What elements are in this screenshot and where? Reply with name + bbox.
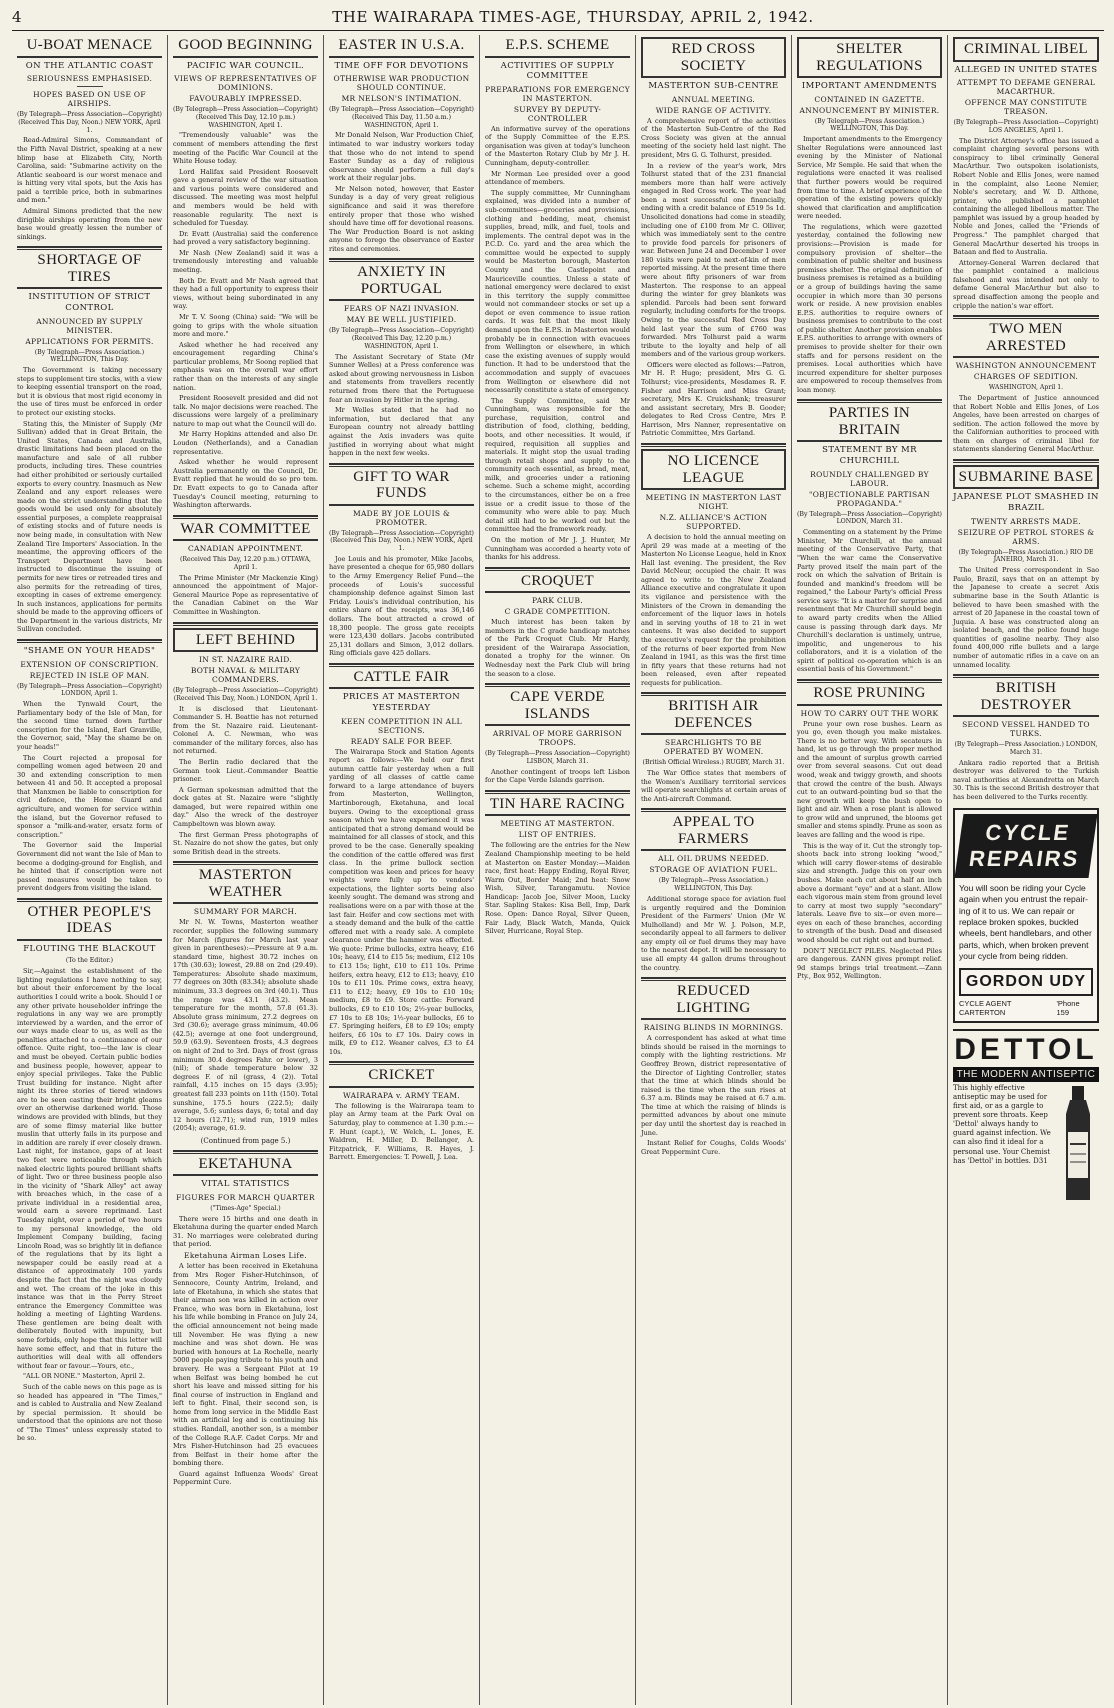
article-paragraph: Much interest has been taken by members in the C grade handicap matches of the Park Croquet Club. Mr Hardy, president of the Wairarapa Association, donated a trophy for the winner. On Wednesday next the Park Club will bring the season to a close. [485,618,630,678]
article-paragraph: There were 15 births and one death in Eketahuna during the quarter ended March 31. No marriages were celebrated during that period. [173,1214,318,1249]
subheadline: FLOUTING THE BLACKOUT [23,943,156,954]
article-paragraph: Read-Admiral Simons, Commandant of the Fifth Naval District, speaking at a new blimp base at Elizabeth City, North Carolina, said: "Submarine activity on the Atlantic seaboard is our worst menace and is hitting very vital spots, but the Axis has paid a terrible price, both in submarines and men." [17,136,162,205]
article-paragraph: The regulations, which were gazetted yesterday, contained the following new provisions:—Provision is made for compulsory provision of shelter—the combination of public shelter and business premises shelter. The original definition of business premises is retained as a building or a group of buildings having the same occupier in which more than 30 persons work or reside. A new provision enables E.P.S. authorities to require owners of business premises to contribute to the cost of public shelter. Another provision enables E.P.S. authorities to arrange with owners of premises to provide shelter for their own staffs and for persons resident on the premises. Local authorities which have incurred expenditure for shelter purposes are empowered to recoup themselves from loan money. [797,222,942,394]
article-paragraph: In a review of the year's work, Mrs Tolhurst stated that of the 231 financial members more than half were actively engaged in Red Cross work. The year had been a most successful one financially, ending with a credit balance of £519 5s 1d. Unsolicited donations had come in steadily, including one of £100 from Mr C. Olliver, which was immediately sent to the centre to provide food parcels for prisoners of war. Between June 24 and December 1 over 180 visits were paid to next-of-kin of men reported missing. At the present time there were about fifty prisoners of war from Masterton. The response to an appeal during the winter for grey blankets was splendid. Parcels had been sent forward regularly, including comforts for the troops. Owing to the successful Red Cross Day held last year the sum of £760 was forwarded. Mrs Tolhurst paid a warm tribute to the loyalty and help of all members and of the various group workers. [641,161,786,359]
article-paragraph: Commenting on a statement by the Prime Minister, Mr Churchill, at the annual meeting of the Conservative Party, that "When the war came the Conservative Party proved itself the main part of the rock on which the salvation of Britain is founded and mankind's freedom will be regained," the Labour Party's official Press service says: "It is a matter for surprise and resentment that Mr Churchill should begin to award party credits when the Allied cause is passing through dark days. Mr Churchill's declaration is untimely, untrue, impolitic, and ungenerous to his collaborators, and it is a violation of the spirit of political co-operation which is an essential basis of his Government." [797,528,942,674]
article-headline: "SHAME ON YOUR HEADS" [23,645,156,656]
subheadline: REJECTED IN ISLE OF MAN. [29,670,150,680]
subheadline: C GRADE COMPETITION. [504,607,611,617]
editorial-note: Such of the cable news on this page as is so headed has appeared in "The Times," and is cabled to Australia and New Zealand by special permission. It should be understood that the opinions are not those of "The Times" unless expressly stated to be so. [17,1382,162,1443]
article-paragraph: Asked whether he had received any encouragement regarding China's particular problems, Mr Soong replied that emphasis was on the overall war effort rather than on the interests of any single nation. [173,340,318,392]
subheadline: ON THE ATLANTIC COAST [25,60,154,71]
article-paragraph: The District Attorney's office has issued a complaint charging several persons with conspiracy to libel criminally General MacArthur. Two outspoken isolationists, Robert Noble and Ellis Jones, were named in the complaint, also Leone Nemier, Noble's secretary, and W. D. Althone, printer, who published a pamphlet containing the alleged libellous matter. The pamphlet was issued by a group headed by Noble and Jones, called the "Friends of Progress." The pamphlet charged that General MacArthur deserted his troops in Bataan and fled to Australia. [953,136,1099,257]
masthead [12,4,1104,31]
article-headline: EASTER IN U.S.A. [329,37,474,58]
advert-line: Guard against Influenza Woods' Great Peppermint Cure. [173,1469,318,1487]
dettol-advert [953,1029,1099,1204]
subheadline: SERIOUSNESS EMPHASISED. [26,74,153,84]
subheadline: "OBJECTIONABLE PARTISAN PROPAGANDA." [808,489,931,508]
subheadline: HOW TO CARRY OUT THE WORK [800,708,939,718]
byline: (By Telegraph—Press Association—Copyright) (Received This Day, Noon.) NEW YORK, April 1. [17,111,162,134]
subheadline: APPLICATIONS FOR PERMITS. [25,336,154,346]
subheadline: TIME OFF FOR DEVOTIONS [334,60,469,71]
subheadline: N.Z. ALLIANCE'S ACTION SUPPORTED. [659,513,768,532]
article-headline: SHORTAGE OF TIRES [17,252,162,289]
byline: (By Telegraph—Press Association.) WELLINGTON, This Day. [34,348,145,364]
article-headline: LEFT BEHIND [173,628,318,653]
article-paragraph: A decision to hold the annual meeting on April 29 was made at a meeting of the Masterton No License League, held in Knox Hall last evening. The president, the Rev David McNeur, occupied the chair. It was agreed to write to the New Zealand Alliance executive and congratulate it upon its vigilance and persistence with the Ministers of the Crown in demanding the enforcement of the liquor laws in hotels and in serving youths of 18 to 21 in wet canteens. It was also decided to support the executive's request for the prohibition of the returns of beer exported from New Zealand in 1941, as this was the first time in fifty years that these returns had not been released, even after repeated requests for publication. [641,533,786,687]
subheadline: SEARCHLIGHTS TO BE OPERATED BY WOMEN. [663,738,764,757]
article-paragraph: Mr Donald Nelson, War Production Chief, intimated to war industry workers today that those who do not intend to spend Easter Sunday as a day of religious observance should perform a full day's work at their regular jobs. [329,131,474,183]
subheadline: TWENTY ARRESTS MADE. [971,516,1081,526]
subheadline: OTHERWISE WAR PRODUCTION SHOULD CONTINUE. [333,74,470,93]
byline: (By Telegraph—Press Association.) LONDON, March 31. [954,741,1098,756]
article-headline: CAPE VERDE ISLANDS [485,689,630,726]
article-paragraph: "Tremendously valuable" was the comment of members attending the first meeting of the Pacific War Council at the White House today. [173,131,318,166]
column-2 [168,35,324,1705]
byline: (By Telegraph—Press Association.) WELLINGTON, This Day. [814,117,925,133]
article-paragraph: Mr Nelson noted, however, that Easter Sunday is a day of very great religious significance and said it was therefore entirely proper that those who wished should have time off for devotional reasons. The War Production Board is not asking anyone to forego the observance of Easter rites and ceremonies. [329,184,474,253]
article-paragraph: The United Press correspondent in Sao Paulo, Brazil, says that on an attempt by the Japanese to create a secret Axis submarine base in the South Atlantic is believed to have been smashed with the arrest of 20 Japanese in the coastal town of Juquia. A base was constructed along an isolated beach, and the police found huge quantities of gasoline nearby. They also found 400,000 rifle bullets and a large number of automatic rifles in a cave on an unnamed locality. [953,566,1099,669]
subheadline: STATEMENT BY MR CHURCHILL [822,445,917,467]
article-headline: OTHER PEOPLE'S IDEAS [17,904,162,941]
byline: ("Times-Age" Special.) [210,1204,281,1212]
subheadline: MR NELSON'S INTIMATION. [341,94,462,104]
subheadline: MADE BY JOE LOUIS & PROMOTER. [352,508,450,527]
article-headline: BRITISH AIR DEFENCES [641,698,786,735]
article-paragraph: Mr Harry Hopkins attended and also Dr. Loudon (Netherlands), and a Canadian representative. [173,430,318,456]
subheadline: WAIRARAPA v. ARMY TEAM. [342,1090,461,1100]
subheadline: KEEN COMPETITION IN ALL SECTIONS. [341,716,462,735]
article-paragraph: Lord Halifax said President Roosevelt gave a general review of the war situation and various points were considered and discussed. The meeting was most helpful and members would be held with reasonable regularity. The next is scheduled for Tuesday. [173,167,318,228]
article-paragraph: The Assistant Secretary of State (Mr Sumner Welles) at a Press conference was asked about growing nervousness in Lisbon and statements from travellers recently returned from there that the Portuguese fear an invasion by Hitler in the spring. [329,352,474,404]
subheadline: WIDE RANGE OF ACTIVITY. [655,105,772,115]
subheadline: CONTAINED IN GAZETTE. [814,94,925,104]
subheadline: IN ST. NAZAIRE RAID. [199,655,292,665]
byline: (To the Editor.) [65,957,114,965]
subheadline: MASTERTON SUB-CENTRE [648,81,779,91]
article-paragraph: The Governor said the Imperial Government did not want the Isle of Man to become a dodging-ground for English, and he hinted that if conscription were not passed measures would be taken to prevent dodgers from visiting the island. [17,841,162,893]
advertiser-phone: 'Phone 159 [1056,998,1080,1017]
byline: (By Telegraph—Press Association—Copyright) LONDON, April 1. [17,682,162,698]
subheadline: INSTITUTION OF STRICT CONTROL [28,292,151,313]
subheadline: SURVEY BY DEPUTY-CONTROLLER [513,104,602,123]
subheadline: BOTH NAVAL & MILITARY COMMANDERS. [190,666,301,685]
article-paragraph: The Court rejected a proposal for compelling women aged between 20 and 30 and extending conscription to men between 41 and 50. It accepted a proposal that Manxmen be liable to conscription for civil defence, the Home Guard and agriculture, and women for service within the island, but the Governor refused to sponsor a "milk-and-water, ersatz form of conscription." [17,753,162,839]
column-7 [948,35,1104,1705]
article-paragraph: President Roosevelt presided and did not talk. No major decisions were reached. The discussions were largely of a preliminary nature to map out what the Council will do. [173,394,318,428]
column-4 [480,35,636,1705]
column-3 [324,35,480,1705]
article-paragraph: An informative survey of the operations of the Supply Committee of the E.P.S. organisation was given at today's luncheon of the Masterton Rotary Club by Mr J. H. Cunningham, deputy-controller. [485,124,630,168]
subheadline: IMPORTANT AMENDMENTS [801,81,938,91]
subheadline: MAY BE WELL JUSTIFIED. [346,315,457,325]
column-6 [792,35,948,1705]
article-paragraph: A comprehensive report of the activities of the Masterton Sub-Centre of the Red Cross Society was given at the annual meeting of the society held last night. The president, Mrs G. G. Tolhurst, presided. [641,116,786,159]
subheadline: CANADIAN APPOINTMENT. [188,544,303,554]
article-paragraph: Admiral Simons predicted that the new dirigible airships operating from the new base would greatly lessen the number of sinkings. [17,207,162,241]
article-headline: CATTLE FAIR [329,669,474,690]
article-headline: REDUCED LIGHTING [641,983,786,1020]
article-paragraph: The Berlin radio declared that the German took Lieut.-Commander Beattie prisoner. [173,758,318,784]
article-paragraph: When the Tynwald Court, the Parliamentary body of the Isle of Man, for the second time turned down further conscription for the Island, Earl Granville, the Governor, said, "May the shame be on your heads!" [17,700,162,751]
article-paragraph: It is disclosed that Lieutenant-Commander S. H. Beattie has not returned from the St. Nazaire raid. Lieutenant-Colonel A. C. Newman, who was commander of the military forces, also has not returned. [173,704,318,756]
article-headline: WAR COMMITTEE [173,521,318,542]
byline: (By Telegraph—Press Association—Copyright) (Received This Day, 12.20 p.m.) WASHINGTON, April 1. [329,327,474,350]
advert-line: DON'T NEGLECT PILES. Neglected Piles are dangerous. ZANN gives prompt relief. 9d stamps brings trial treatment.—Zann Pty., Box 952, Wellington. [797,946,942,981]
article-headline: GIFT TO WAR FUNDS [329,469,474,506]
article-paragraph: Joe Louis and his promoter, Mike Jacobs, have presented a cheque for 65,980 dollars to the Army Emergency Relief Fund—the proceeds of Louis's successful championship defence against Simon last Friday. Louis's individual contribution, his entire share of the receipts, was 36,146 dollars. The bout attracted a crowd of 18,300 people. The gross gate receipts were 123,430 dollars. Jacobs contributed 25,131 dollars and Simon, 3,012 dollars. Ring officials gave 425 dollars. [329,554,474,658]
article-headline: RED CROSS SOCIETY [641,37,786,78]
article-headline: ROSE PRUNING [797,685,942,706]
byline: (By Telegraph—Press Association—Copyright) LONDON, March 31. [797,510,942,526]
article-headline: BRITISH DESTROYER [953,680,1099,717]
subheadline: ANNOUNCED BY SUPPLY MINISTER. [36,316,143,335]
subheadline: ANNOUNCEMENT BY MINISTER. [799,105,940,115]
byline: (By Telegraph—Press Association—Copyright) (Received This Day, Noon.) LONDON, April 1. [173,687,318,702]
letter-signature: "ALL OR NONE." Masterton, April 2. [23,1372,145,1381]
advert-banner: CYCLE REPAIRS [955,814,1098,878]
article-headline: MASTERTON WEATHER [173,867,318,904]
byline: (British Official Wireless.) RUGBY, March 31. [642,759,785,767]
subheadline: OFFENCE MAY CONSTITUTE TREASON. [964,98,1088,117]
article-headline: U-BOAT MENACE [17,37,162,58]
subheadline: ANNUAL MEETING. [671,94,756,104]
article-paragraph: A German spokesman admitted that the dock gates at St. Nazaire were "slightly damaged, but were repaired within one day." Also the wreck of the destroyer Campbeltown was blown away. [173,785,318,829]
byline: (By Telegraph—Press Association—Copyright) LISBON, March 31. [485,750,630,765]
continued-note: (Continued from page 5.) [200,1136,291,1145]
article-paragraph: Important amendments to the Emergency Shelter Regulations were announced last evening by the Minister of National Service, Mr Semple. He said that when the regulations were enacted it was realised that further powers would be required from time to time. A brief experience of the operation of the existing powers quickly showed that clarification and amplification were needed. [797,135,942,221]
article-paragraph: Dr. Evatt (Australia) said the conference had proved a very satisfactory beginning. [173,229,318,247]
article-headline: CRICKET [329,1067,474,1088]
article-paragraph: The Wairarapa Stock and Station Agents report as follows:—We held our first autumn cattle fair yesterday when a full yarding of all classes of cattle came forward to a large attendance of buyers from Masterton, Wellington, Martinborough, Eketahuna, and local buyers. Owing to the exceptional grass season which we have experienced it was anticipated that a strong demand would be maintained for all classes of stock, and this proved to be the case. Generally speaking the condition of the cattle offered was first class. In the prime bullock section competition was keen and prices for heavy weights were fully up to vendors' expectations, the lighter sorts being also keenly sought. The demand was strong and realisations were on a par with those at the last fair. Heifer and cow sections met with a steady demand and the bulk of the cattle offered met with a ready sale. A complete clearance under the hammer was effected. We quote: Prime bullocks, extra heavy, £16 10s; heavy, £14 to £15 5s; medium, £12 10s to £13 15s; light, £10 to £11 10s. Prime heifers, extra heavy, £12 to £13; heavy, £10 10s to £11 10s. Prime cows, extra heavy, £11 to £12; heavy, £9 10s to £10 10s; medium, £8 to £9. Store cattle: Forward bullocks, £9 to £10 10s; 2½-year bullocks, £7 10s to £8 10s; 1½-year bullocks, £6 to £7. Springing heifers, £8 to £9 10s; empty heifers, £6 10s to £7 10s. Dairy cows in milk, £9 to £12. Weaner calves, £3 to £4 10s. [329,747,474,1056]
advert-body [953,1084,1099,1204]
article-paragraph: The Department of Justice announced that Robert Noble and Ellis Jones, of Los Angeles, have been arrested on charges of sedition. The action followed the move by the Californian authorities to proceed with them on charges of criminal libel for statements slandering General MacArthur. [953,393,1099,454]
advert-line: Instant Relief for Coughs, Colds Woods' Great Peppermint Cure. [641,1139,786,1156]
article-headline: PARTIES IN BRITAIN [797,405,942,442]
article-headline: CROQUET [485,573,630,594]
subheadline: PREPARATIONS FOR EMERGENCY IN MASTERTON. [485,84,630,103]
article-paragraph: On the motion of Mr J. J. Hunter, Mr Cunningham was accorded a hearty vote of thanks for his address. [485,535,630,562]
article-paragraph: The War Office states that members of the Women's Auxiliary territorial services will operate searchlights at certain areas of the Anti-aircraft Command. [641,769,786,803]
bottle-icon [1057,1084,1099,1204]
brand-name: DETTOL [954,1032,1098,1066]
subheadline: PARK CLUB. [532,596,583,606]
article-paragraph: Prune your own rose bushes. Learn as you go, even though you make mistakes. There is no better way. With secateurs in hand, let us go through the proper method and the amount of surplus growth carried over from several seasons. Cut out dead wood, weak and twiggy growth, and shoots that crowd the centre of the bush. Always cut to an outward-pointing bud so that the new growth will keep the bush open to light and air. When a rose plant is allowed to grow wild and unpruned, the blooms get smaller and stems spindly. Prune as soon as leaves are falling and the wood is ripe. [797,719,942,840]
subheadline: SUMMARY FOR MARCH. [193,907,298,917]
article-paragraph: Mr Welles stated that he had no information, but declared that any European country not already battling against the Axis invaders was quite justified in worrying about what might happen in the next few weeks. [329,406,474,458]
article-paragraph: This is the way of it. Cut the strongly top-shoots back into strong looking "wood," which will carry flower-stems of desirable size and strength. Judge this on your own bushes. Make each cut about half an inch above a dormant "eye" and at a slant. Allow each vigorous main stem from ground level to carry at most two supply "secondary" laterals. Leave five to six—or even more—eyes on each of these branches, according to strength of the bush. Dead and diseased wood should be cut right out and burned. [797,841,942,944]
subheadline: PACIFIC WAR COUNCIL. [186,60,305,71]
subheadline: ROUNDLY CHALLENGED BY LABOUR. [810,469,929,488]
byline: (By Telegraph—Press Association—Copyright) LOS ANGELES, April 1. [953,119,1099,134]
article-paragraph: Mr Norman Lee presided over a good attendance of members. [485,169,630,187]
subheadline: SEIZURE OF PETROL STORES & ARMS. [957,527,1095,546]
byline: (By Telegraph—Press Association—Copyright) (Received This Day, Noon.) NEW YORK, April 1. [329,529,474,553]
article-headline: APPEAL TO FARMERS [641,814,786,851]
article-paragraph: The first German Press photographs of St. Nazaire do not show the gates, but only some British dead in the streets. [173,830,318,856]
article-paragraph: The Prime Minister (Mr Mackenzie King) announced the appointment of Major-General Maurice Pope as representative of the Canadian Cabinet on the War Committee in Washington. [173,573,318,616]
byline: (By Telegraph—Press Association—Copyright) (Received This Day, 11.50 a.m.) WASHINGTON, April 1. [329,106,474,129]
article-headline: EKETAHUNA [173,1156,318,1177]
subheadline: JAPANESE PLOT SMASHED IN BRAZIL [953,492,1099,514]
advertiser-name: GORDON UDY [959,968,1093,996]
subheadline: FAVOURABLY IMPRESSED. [189,94,302,104]
subheadline: ATTEMPT TO DEFAME GENERAL MACARTHUR. [956,78,1096,97]
article-paragraph: Officers were elected as follows:—Patron, Mr H. P. Hugo; president, Mrs G. G. Tolhurst; vice-presidents, Mesdames R. F. Fisher and Harrison and Miss Grant; secretary, Mrs K. Cruickshank; treasurer and assistant secretary, Mrs B. Gooder; delegates to Red Cross Centre, Mrs P. Harrison, Mrs Nanner, representative on Patriotic Committee, Mrs Garland. [641,360,786,438]
article-paragraph: Asked whether he would represent Australia permanently on the Council, Dr. Evatt replied that he would do so pro tem. Dr. Evatt expects to go to Canada after Tuesday's Council meeting, returning to Washington afterwards. [173,458,318,510]
article-paragraph: The Supply Committee, said Mr Cunningham, was responsible for the purchase, requisition, control and distribution of food, clothing, bedding, boots, and other necessities. It would, if required, requisition all supplies and materials. It might stop the usual trading through retail shops and supply to the community each essential, as bread, meat, milk, and groceries under a rationing scheme. Such a scheme might, according to the circumstances, either be on a free issue or a credit issue to those of the community who were able to pay. Much detail still had to be worked out but the committee had the framework ready. [485,396,630,534]
article-paragraph: Mr Nash (New Zealand) said it was a tremendously interesting and valuable meeting. [173,248,318,275]
advert-text: This highly effective antiseptic may be used for first aid, or as a gargle to prevent sore throats. Keep 'Dettol' always handy to guard against infection. We can also find it ideal for a personal use. Your Chemist has 'Dettol' in bottles. D31 [953,1083,1051,1165]
subheadline: WASHINGTON ANNOUNCEMENT [955,361,1097,371]
byline: WASHINGTON, April 1. [988,384,1064,392]
subheadline: ALLEGED IN UNITED STATES [954,64,1098,75]
article-paragraph: Mr N. W. Towns, Masterton weather recorder, supplies the following summary for March (figures for March last year given in parentheses):—Pressure at 9 a.m. standard time, highest 30.72 inches on 17th (30.63); lowest, 29.88 on 2nd (29.49). Temperatures: Absolute shade maximum, 77 degrees on 30th (83.34); absolute shade minimum, 33.3 degrees on 3rd (40.1). Thus the range was 43.1 (43.2). Mean temperature for the month, 57.8 (61.3). Absolute grass minimum, 27.2 degrees on 3rd (30.6); average grass minimum, 40.06 (42.5); average at one foot underground, 59.9 (63.9). Seventeen frosts, 4.3 degrees on night of 2nd to 3rd. Days of frost (grass minimum 30.4 degrees Fahr. or lower), 3 (nil); of shade temperature below 32 degrees F. of nil (grass, 4 (2)). Total rainfall, 4.15 inches on 15 days (3.95); greatest fall 233 points on 11th (150). Total sunshine, 175.5 hours (222.5); daily average, 5.6; sunless days, 6; total and day 12 hours (12.71); wind run, 1919 miles (2054); average, 61.9. [173,918,318,1133]
subheadline: LIST OF ENTRIES. [518,830,597,840]
byline: (Received This Day, 12.20 p.m.) OTTAWA, April 1. [179,556,312,571]
page-title: THE WAIRARAPA TIMES-AGE, THURSDAY, APRIL 2, 1942. [332,8,814,26]
subheadline: ALL OIL DRUMS NEEDED. [658,854,769,864]
byline: (By Telegraph—Press Association.) WELLINGTON, This Day. [658,877,769,893]
byline: (By Telegraph—Press Association.) RIO DE JANEIRO, March 31. [958,548,1094,564]
subheadline: ARRIVAL OF MORE GARRISON TROOPS. [492,729,623,748]
subheadline: PRICES AT MASTERTON YESTERDAY [342,692,461,713]
article-paragraph: Ankara radio reported that a British destroyer was delivered to the Turkish naval authorities at Alexandretta on March 30. This is the second British destroyer that has been delivered to the Turks recently. [953,758,1099,801]
subheadline: HOPES BASED ON USE OF AIRSHIPS. [33,90,146,109]
advertiser-location: CYCLE AGENT CARTERTON [959,998,1012,1017]
subheadline: STORAGE OF AVIATION FUEL. [649,865,778,875]
subheadline: MEETING IN MASTERTON LAST NIGHT. [645,493,782,512]
article-paragraph: Stating this, the Minister of Supply (Mr Sullivan) added that in Great Britain, the United States, Canada and Australia, drastic limitations had been placed on the manufacture and sale of all rubber products, including tires. These countries had either prohibited or seriously curtailed exports to every country. Inasmuch as New Zealand and any export releases were made on the strict understanding that the goods would be used only for absolutely essential purposes, a complete reappraisal of existing stocks and of future needs is now being made, in consultation with New Zealand Tire Importers' Association. In the meantime, the approving officers of the Transport Department have been instructed to discontinue the issuing of permits for new tires or retreaded tires and also permits for the retreading of tires, excepting in cases of extreme emergency. In such instances, applications for permits should be made to the approving officers of the Department in the various districts, Mr Sullivan concluded. [17,419,162,634]
column-1 [12,35,168,1705]
article-headline: ANXIETY IN PORTUGAL [329,264,474,301]
article-paragraph: The following are the entries for the New Zealand Championship meeting to be held at Masterton on Easter Monday:—Maiden race, first heat: Happy Ending, Royal River, Warm Out, Border Maid; 2nd heat: Snow Wish, Silver, Tarangamutu. Novice Handicap: Jacob Joe, Silver Moon, Lucky Star. Sapling Stakes: Kisa Bell, Imp, Dark Rose. Open: Dance Royal, Silver Queen, Fair Lady, Black Watch, Manda, Quick Silver, Hurricane, Royal Step. [485,841,630,936]
article-paragraph: Another contingent of troops left Lisbon for the Cape Verde Islands garrison. [485,767,630,785]
article-headline: NO LICENCE LEAGUE [641,449,786,490]
article-paragraph: Attorney-General Warren declared that the pamphlet contained a malicious falsehood and was intended not only to defame General MacArthur but also to spread disaffection among the people and cripple the nation's war effort. [953,258,1099,310]
article-paragraph: A correspondent has asked at what time blinds should be raised in the mornings to comply with the lighting restrictions. Mr Geoffrey Brown, district representative of the Director of Lighting Controller, states that the time at which blinds should be raised is the time when the sun rises at 6.37 a.m. Blinds may be raised at 6.7 a.m. The time at which the raising of blinds is permitted advances by about one minute per day until the shortest day is reached in June. [641,1034,786,1137]
columns [12,35,1104,1705]
subheadline: SECOND VESSEL HANDED TO TURKS. [962,720,1090,739]
subheadline: EXTENSION OF CONSCRIPTION. [20,659,159,669]
article-paragraph: Additional storage space for aviation fuel is urgently required and the Dominion President of the Farmers' Union (Mr W. Mulholland) and Mr W. J. Polson, M.P., secondarily appeal to all farmers to deliver any empty oil or fuel drums they may have to the nearest depot. It will be necessary to use all empty 44 gallon drums throughout the country. [641,894,786,972]
byline: (By Telegraph—Press Association—Copyright) (Received This Day, 12.10 p.m.) WASHINGTON, April 1. [173,106,318,129]
column-5 [636,35,792,1705]
article-headline: CRIMINAL LIBEL [953,37,1099,62]
subheadline: VIEWS OF REPRESENTATIVES OF DOMINIONS. [174,74,317,93]
article-headline: TWO MEN ARRESTED [953,321,1099,358]
subheadline: ACTIVITIES OF SUPPLY COMMITTEE [500,60,615,82]
subheadline: Eketahuna Airman Loses Life. [184,1251,307,1261]
brand-tagline: THE MODERN ANTISEPTIC [953,1067,1099,1082]
advertiser-details [959,999,1093,1017]
article-headline: TIN HARE RACING [485,796,630,817]
article-paragraph: Both Dr. Evatt and Mr Nash agreed that they had a full opportunity to express their views, without being subordinated in any way. [173,276,318,311]
subheadline: VITAL STATISTICS [201,1179,290,1190]
subheadline: RAISING BLINDS IN MORNINGS. [643,1023,784,1033]
article-headline: SHELTER REGULATIONS [797,37,942,78]
subheadline: CHARGES OF SEDITION. [973,372,1079,382]
subheadline: FIGURES FOR MARCH QUARTER [176,1192,315,1202]
page-number: 4 [12,8,22,26]
subheadline: READY SALE FOR BEEF. [350,736,453,746]
advert-text: You will soon be riding your Cycle again when you entrust the repair- ing of it to us. We can repair or replace broken spokes, buckled wheels, bent handlebars, and other parts, which, when broken prevent your cycle from being ridden. [959,882,1092,962]
article-paragraph: The supply committee, Mr Cunningham explained, was divided into a number of sub-committees—groceries and provisions, clothing and bedding, meat, chemist supplies, bread, milk, and fuel, tools and implements. The central depot was in the P.C.D. Co. yard and the area which the committee would be expected to supply would be Masterton borough, Masterton County and the Castlepoint and Mauriceville counties. Unless a state of national emergency were declared to exist in this territory the supply committee would not commandeer stocks or set up a depot or even commence to issue ration cards. It was felt that the most likely demand upon the E.P.S. in Masterton would probably be in connection with evacuees from Wellington or elsewhere, in which case the existing avenues of supply would function. It had to be understood that the accommodation and supply of evacuees from Wellington or elsewhere did not necessarily constitute a state of emergency. [485,188,630,395]
article-headline: E.P.S. SCHEME [485,37,630,58]
article-paragraph: A letter has been received in Eketahuna from Mrs Roger Fisher-Hutchinson, of Sennocore, County Antrim, Ireland, and late of Eketahuna, in which she states that their airman son was killed in action over France, who was born in Eketahuna, lost his life while bombing in France on July 24, the official announcement not being made till November. He was flying a new machine and was shot down. He was buried with honours at La Rochelle, nearly 5000 people paying tribute to his youth and bravery. He was a Sergeant Pilot at 19 when Belfast was being bombed he cut short his leave and missed sitting for his final course of instruction in England and left to fight. Final, their second son, is home from long service in the Middle East with an artificial leg and is continuing his studies. Randall, another son, is a member of the College R.A.F. Cadet Corps. Mr and Mrs Fisher-Hutchinson had 25 evacuees from Belfast in their home after the bombing there. [173,1262,318,1468]
subheadline: FEARS OF NAZI INVASION. [343,304,459,314]
article-headline: GOOD BEGINNING [173,37,318,58]
article-headline: SUBMARINE BASE [953,465,1099,490]
article-paragraph: The Government is taking necessary steps to supplement tire stocks, with a view to keeping essential transport on the road, but it is obvious that most rigid economy in the use of tires must be enforced in order to protect our existing stocks. [17,366,162,417]
article-paragraph: Sir,—Against the establishment of the lighting regulations I have nothing to say, but about their enforcement by the local authorities I could write a book. Should I or any other private householder infringe the regulations in any way we are promptly interviewed by a warden, and the error of our ways made clear to us, as well as the penalties attached to a continuance of our offence. Quite right, too—the law is clear and must be obeyed. Certain public bodies and business people, however, appear to enjoy special privileges. Take the Public Trust building for instance. Night after night its three stories of tiered windows are to be seen casting their bright gleams over an otherwise darkened world. Those windows are provided with blinds, but they are of some flimsy material like butter muslin that utterly fails in its purpose and in addition are rarely if ever closely drawn. Last night, for instance, gaps of at least two feet were noticeable through which naked electric lights poured brilliant shafts of light. Two or three business people also in the vicinity of "Shark Alley" act away with breaches which, in the case of a private individual in a residential area, would earn a severe reprimand. Last Tuesday night, over a period of two hours to my personal knowledge, the old Implement Company building, facing Lincoln Road, was so brightly lit in defiance of the regulations that by its light a newspaper could be easily read at a distance of approximately 100 yards despite the fact that the night was cloudy and wet. The cream of the joke in this instance was that in the Perry Street entrance the Emergency Committee was holding a meeting of Lighting Wardens. These gentlemen are being dealt with deliberately flouted with impunity, but some forbids, only hope that this letter will have some effect, and that in future the authorities will deal with all offenders without fear or favour.—Yours, etc., [17,967,162,1370]
subheadline: MEETING AT MASTERTON. [500,819,615,829]
article-paragraph: The following is the Wairarapa team to play an Army team at the Park Oval on Saturday, play to commence at 1.30 p.m.:—F. Hunt (capt.), W. Welch, L. Jones, E. Waldren, H. Miller, D. Bellanger, A. Fitzpatrick, F. Williams, R. Hayes, J. Barrett. Emergencies: T. Powell, J. Lea. [329,1101,474,1162]
article-paragraph: Mr T. V. Soong (China) said: "We will be going to grips with the whole situation more and more." [173,312,318,339]
cycle-repairs-advert [953,808,1099,1023]
